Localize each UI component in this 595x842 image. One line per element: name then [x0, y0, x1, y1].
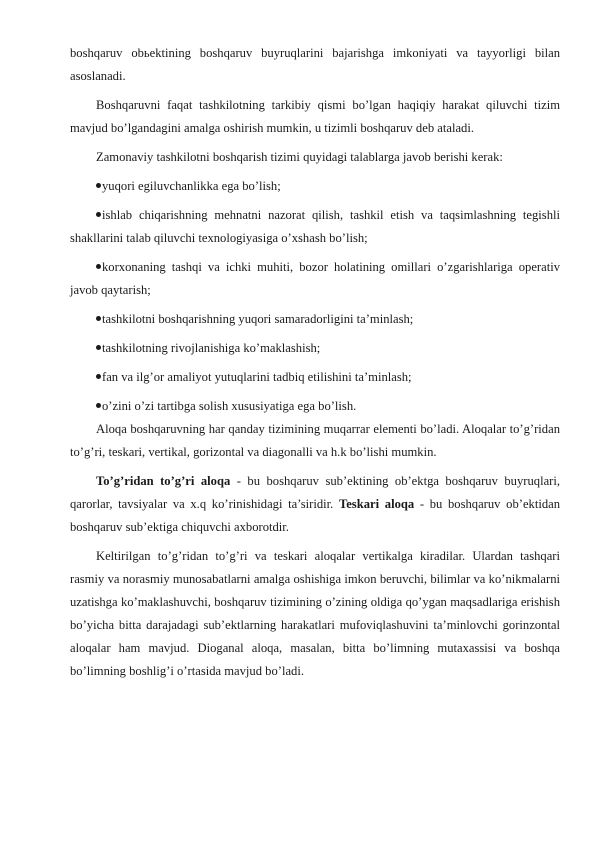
paragraph-4: Aloqa boshqaruvning har qanday tizimining muqarrar elementi bo’ladi. Aloqalar to’g’ridan to’g’ri, teskari, vertikal, gorizontal va diagonalli va h.k bo’lishi mumkin.	[70, 422, 560, 459]
bullet-item: korxonaning tashqi va ichki muhiti, bozor holatining omillari o’zgarishlariga operativ javob qaytarish;	[70, 260, 560, 297]
bullet-item: yuqori egiluvchanlikka ega bo’lish;	[70, 175, 560, 198]
bullet-icon	[96, 183, 101, 188]
bullet-icon	[96, 345, 101, 350]
bullet-item: ishlab chiqarishning mehnatni nazorat qilish, tashkil etish va taqsimlashning tegishli shakllarini talab qiluvchi texnologiyasiga o’xshash bo’lish;	[70, 208, 560, 245]
term-direct-link: To’g’ridan to’g’ri aloqa	[96, 474, 231, 488]
bullet-item: tashkilotni boshqarishning yuqori samaradorligini ta’minlash;	[70, 308, 560, 331]
bullet-item: tashkilotning rivojlanishiga ko’maklashish;	[70, 337, 560, 360]
paragraph-2: Boshqaruvni faqat tashkilotning tarkibiy qismi bo’lgan haqiqiy harakat qiluvchi tizim mavjud bo’lgandagini amalga oshirish mumkin, u tizimli boshqaruv deb ataladi.	[70, 98, 560, 135]
bullet-icon	[96, 316, 101, 321]
paragraph-5: To’g’ridan to’g’ri aloqa - bu boshqaruv sub’ektining ob’ektga boshqaruv buyruqlari, qarorlar, tavsiyalar va x.q ko’rinishidagi ta’siridir. Teskari aloqa - bu boshqaruv ob’ektidan boshqaruv sub’ektiga chiquvchi axborotdir.	[70, 474, 561, 534]
bullet-icon	[96, 264, 101, 269]
bullet-item: fan va ilg’or amaliyot yutuqlarini tadbiq etilishini ta’minlash;	[70, 366, 560, 389]
bullet-icon	[96, 212, 101, 217]
bullet-icon	[96, 403, 101, 408]
document-page	[70, 42, 560, 683]
paragraph-3: Zamonaviy tashkilotni boshqarish tizimi quyidagi talablarga javob berishi kerak:	[96, 150, 503, 164]
term-feedback: Teskari aloqa	[338, 497, 415, 511]
paragraph-1: boshqaruv obьektining boshqaruv buyruqlarini bajarishga imkoniyati va tayyorligi bilan asoslanadi.	[70, 46, 560, 83]
bullet-icon	[96, 374, 101, 379]
bullet-item: o’zini o’zi tartibga solish xususiyatiga ega bo’lish.	[70, 395, 560, 418]
paragraph-6: Keltirilgan to’g’ridan to’g’ri va teskari aloqalar vertikalga kiradilar. Ulardan tashqari rasmiy va norasmiy munosabatlarni amalga oshishiga imkon beruvchi, bilimlar va ko’nikmalarni uzatishga ko’maklashuvchi, boshqaruv tizimining o’zining oldiga qo’ygan maqsadlariga erishish bo’yicha bitta darajadagi sub’ektlarning harakatlari mufoviqlashuvini ta’minlovchi gorinzontal aloqalar ham mavjud. Dioganal aloqa, masalan, bitta bo’limning mutaxassisi va boshqa bo’limning boshlig’i o’rtasida mavjud bo’ladi.	[70, 549, 560, 678]
